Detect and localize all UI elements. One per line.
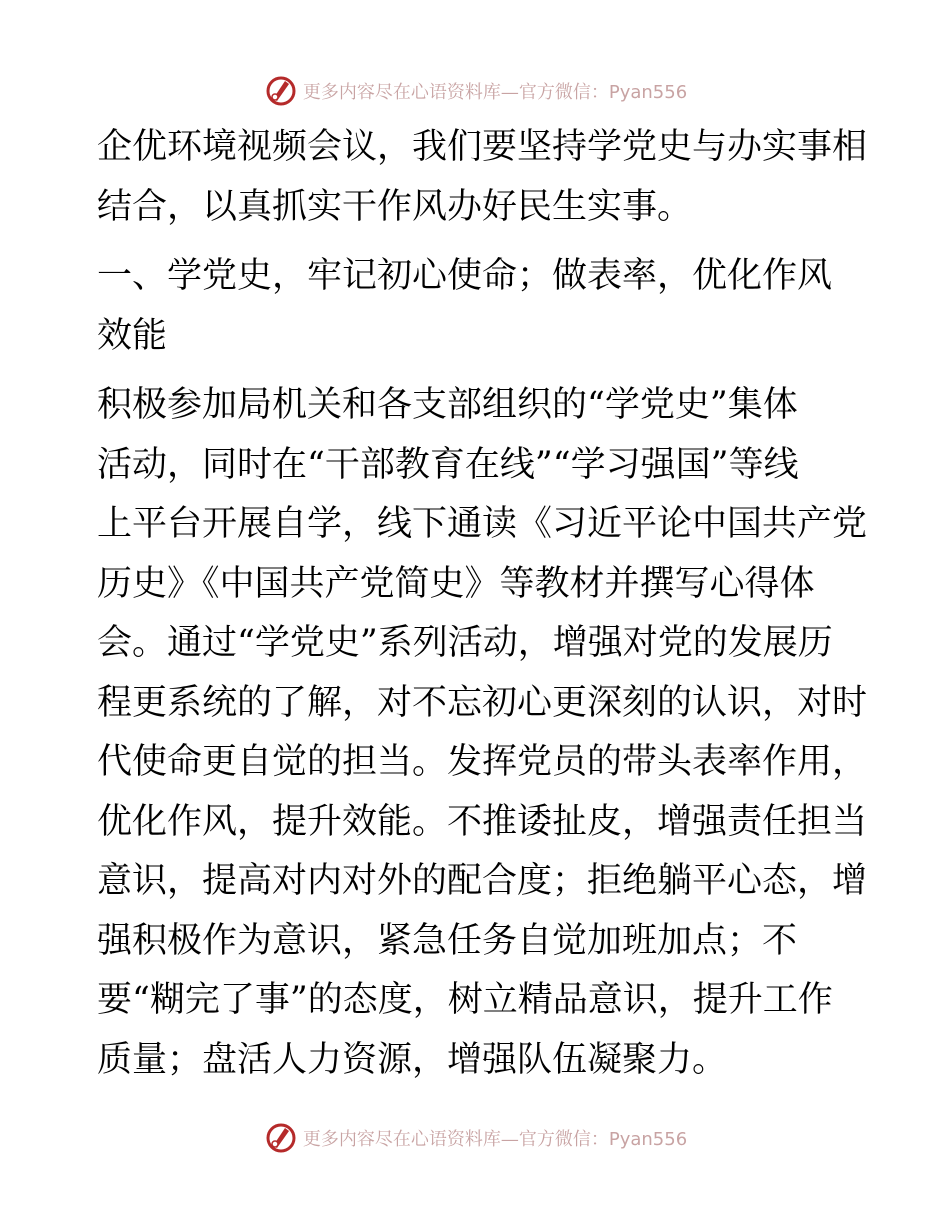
text-line: 优化作风，提升效能。不推诿扯皮，增强责任担当 <box>97 801 868 842</box>
document-body <box>97 118 868 1090</box>
text-line: 上平台开展自学，线下通读《习近平论中国共产党 <box>97 504 868 544</box>
paragraph-2 <box>97 376 868 1090</box>
paragraph-1 <box>97 118 868 237</box>
text-line: 代使命更自觉的担当。发挥党员的带头表率作用， <box>97 742 868 782</box>
heading-line: 效能 <box>97 315 168 356</box>
text-line: 活动，同时在“干部教育在线”“学习强国”等线 <box>97 444 799 485</box>
text-line: 意识，提高对内对外的配合度；拒绝躺平心态，增 <box>97 861 868 901</box>
text-line: 积极参加局机关和各支部组织的“学党史”集体 <box>97 385 798 425</box>
brand-logo-icon <box>263 1120 299 1156</box>
text-line: 强积极作为意识，紧急任务自觉加班加点；不 <box>97 920 798 961</box>
text-line: 结合，以真抓实干作风办好民生实事。 <box>97 186 693 227</box>
header-banner <box>0 71 950 111</box>
footer-banner-text: 更多内容尽在心语资料库—官方微信：Pyan556 <box>302 1129 688 1150</box>
brand-logo-icon <box>263 73 299 109</box>
footer-banner <box>0 1118 950 1158</box>
text-line: 要“糊完了事”的态度，树立精品意识，提升工作 <box>97 980 833 1020</box>
text-line: 历史》《中国共产党简史》等教材并撰写心得体 <box>97 563 815 604</box>
text-line: 质量；盘活人力资源，增强队伍凝聚力。 <box>97 1039 728 1080</box>
text-line: 会。通过“学党史”系列活动，增强对党的发展历 <box>97 623 833 663</box>
heading-line: 一、学党史，牢记初心使命；做表率，优化作风 <box>97 256 833 296</box>
section-heading-1 <box>97 247 857 366</box>
text-line: 程更系统的了解，对不忘初心更深刻的认识，对时 <box>97 682 868 723</box>
header-banner-text: 更多内容尽在心语资料库—官方微信：Pyan556 <box>302 82 688 103</box>
text-line: 企优环境视频会议，我们要坚持学党史与办实事相 <box>97 127 868 167</box>
